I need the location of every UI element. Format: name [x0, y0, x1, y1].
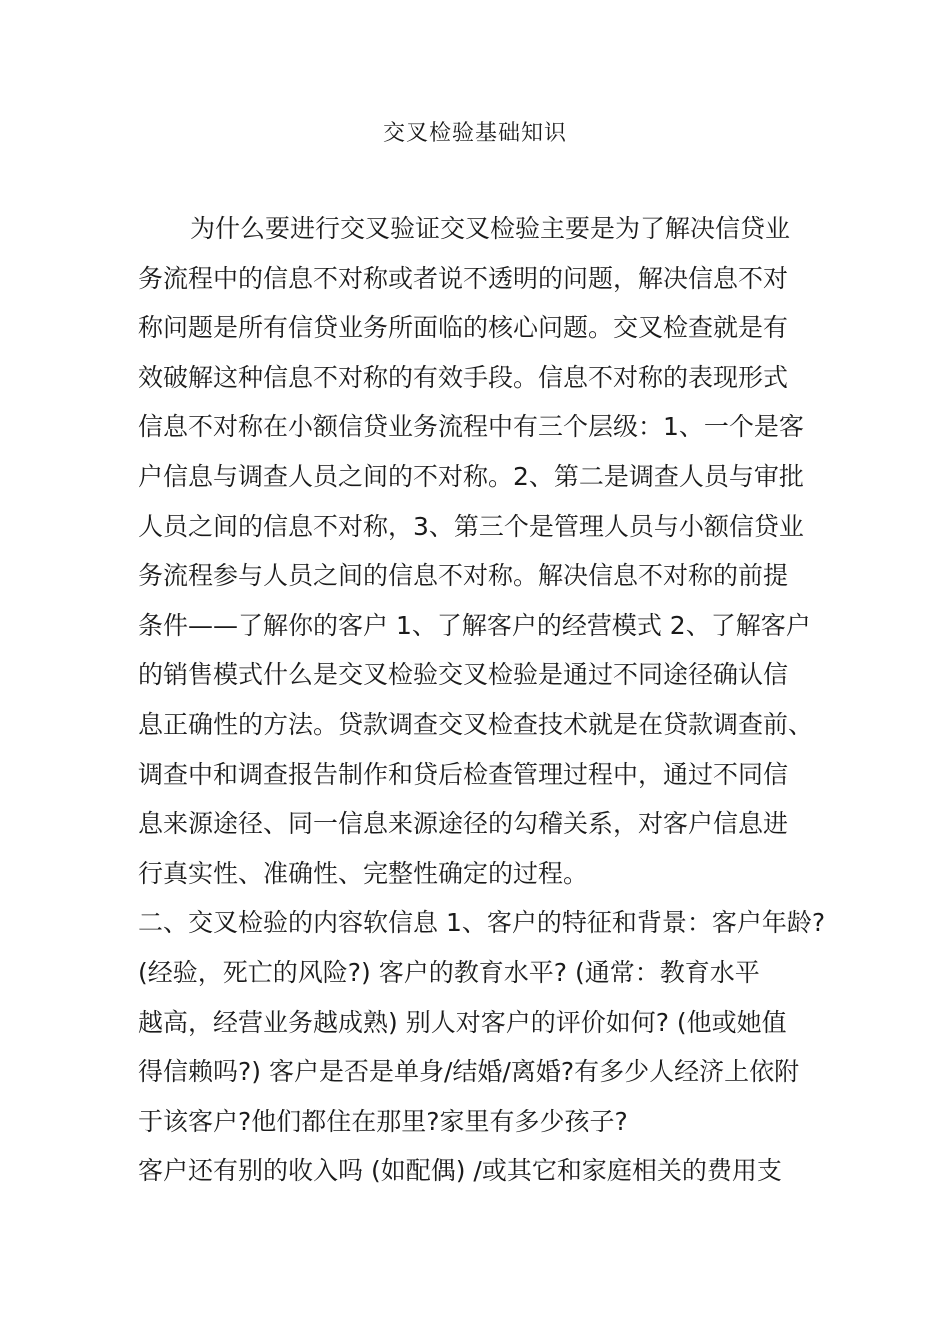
paragraph-line: 人员之间的信息不对称，3、第三个是管理人员与小额信贷业	[138, 511, 804, 541]
paragraph-line: 息正确性的方法。贷款调查交叉检查技术就是在贷款调查前、	[138, 709, 814, 739]
paragraph-line: 为什么要进行交叉验证交叉检验主要是为了解决信贷业	[190, 214, 791, 243]
paragraph-line: 的销售模式什么是交叉检验交叉检验是通过不同途径确认信	[138, 660, 789, 690]
paragraph-line: 行真实性、准确性、完整性确定的过程。	[138, 858, 589, 888]
paragraph-line: 户信息与调查人员之间的不对称。2、第二是调查人员与审批	[138, 461, 804, 491]
paragraph-line: 客户还有别的收入吗 (如配偶) /或其它和家庭相关的费用支	[138, 1156, 782, 1186]
paragraph-line: 调查中和调查报告制作和贷后检查管理过程中，通过不同信	[138, 759, 789, 789]
paragraph-line: (经验，死亡的风险?) 客户的教育水平? (通常：教育水平	[138, 957, 760, 987]
paragraph-line: 息来源途径、同一信息来源途径的勾稽关系，对客户信息进	[138, 809, 789, 839]
paragraph-line: 越高，经营业务越成熟) 别人对客户的评价如何? (他或她值	[138, 1007, 787, 1037]
paragraph-line: 称问题是所有信贷业务所面临的核心问题。交叉检查就是有	[138, 313, 789, 343]
paragraph-line: 务流程参与人员之间的信息不对称。解决信息不对称的前提	[138, 561, 789, 591]
paragraph-line: 条件——了解你的客户 1、了解客户的经营模式 2、了解客户	[138, 610, 811, 640]
paragraph-line: 于该客户?他们都住在那里?家里有多少孩子?	[138, 1106, 628, 1136]
document-title: 交叉检验基础知识	[382, 121, 567, 146]
paragraph-line: 务流程中的信息不对称或者说不透明的问题，解决信息不对	[138, 263, 789, 293]
paragraph-line: 效破解这种信息不对称的有效手段。信息不对称的表现形式	[138, 362, 789, 392]
document-body	[138, 204, 858, 1196]
paragraph-line: 二、交叉检验的内容软信息 1、客户的特征和背景：客户年龄?	[138, 908, 826, 938]
paragraph-line: 得信赖吗?) 客户是否是单身/结婚/离婚?有多少人经济上依附	[138, 1057, 800, 1087]
paragraph-line: 信息不对称在小额信贷业务流程中有三个层级：1、一个是客	[138, 412, 804, 442]
